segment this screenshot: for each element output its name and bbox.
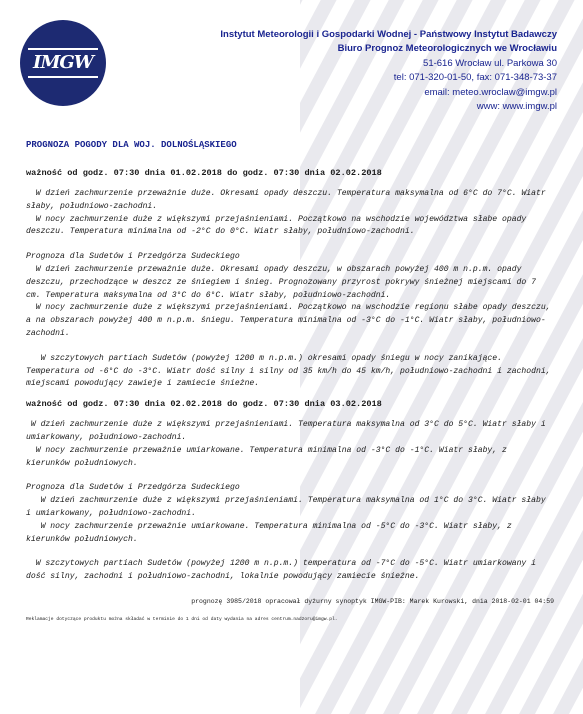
forecast-content [26, 140, 554, 622]
logo-text: IMGW [33, 52, 93, 73]
institute-header [220, 28, 557, 114]
forecast-night-1: W nocy zachmurzenie duże z większymi przejaśnieniami. Początkowo na wschodzie województwa słabe opady deszczu. Temperatura minimalna od -2°C do 0°C. Wiatr słaby, południowo-zachodni. [26, 214, 532, 237]
forecast-day-2: W dzień zachmurzenie duże z większymi przejaśnieniami. Temperatura maksymalna od 3°C do 5°C. Wiatr słaby i umiarkowany, południowo-zachodni. [26, 420, 551, 442]
email-address: email: meteo.wroclaw@imgw.pl [424, 86, 557, 98]
validity-period-1: ważność od godz. 07:30 dnia 01.02.2018 do godz. 07:30 dnia 02.02.2018 [26, 168, 382, 178]
imgw-logo [20, 20, 106, 106]
sudety-header-1: Prognoza dla Sudetów i Przedgórza Sudeckiego [26, 252, 240, 262]
peaks-forecast-2: W szczytowych partiach Sudetów (powyżej 1200 m n.p.m.) temperatura od -7°C do -5°C. Wiatr umiarkowany i dość silny, zachodni i południowo-zachodni, lokalnie powodujący zamiecie śnieżne. [26, 559, 541, 582]
complaints-footnote: Reklamacje dotyczące produktu można składać w terminie do 1 dni od daty wydania na adres centrum.nadzoru@imgw.pl. [26, 616, 338, 622]
sudety-night-1: W nocy zachmurzenie duże z większymi przejaśnieniami. Początkowo na wschodzie regionu słabe opady deszczu, a na obszarach powyżej 400 m n.p.m. śniegu. Temperatura minimalna od -3°C do -1°C. Wiatr słaby, południowo-zachodni. [26, 303, 556, 338]
address: 51-616 Wrocław ul. Parkowa 30 [423, 57, 557, 69]
office-name: Biuro Prognoz Meteorologicznych we Wrocławiu [337, 43, 557, 55]
website: www: www.imgw.pl [476, 101, 557, 113]
page-title: PROGNOZA POGODY DLA WOJ. DOLNOŚLĄSKIEGO [26, 140, 237, 150]
author-footer: prognozę 3985/2018 opracował dyżurny synoptyk IMGW-PIB: Marek Kurowski, dnia 2018-02-01 04:59 [191, 597, 554, 605]
forecast-day-1: W dzień zachmurzenie przeważnie duże. Okresami opady deszczu. Temperatura maksymalna od 6°C do 7°C. Wiatr słaby, południowo-zachodni. [26, 189, 551, 211]
sudety-day-1: W dzień zachmurzenie przeważnie duże. Okresami opady deszczu, w obszarach powyżej 400 m n.p.m. opady deszczu, przechodzące w deszcz ze śniegiem i śnieg. Prognozowany przyrost pokrywy śnieżnej miejscami do 7 cm. Temperatura maksymalna od 3°C do 6°C. Wiatr słaby, południowo-zachodni. [26, 264, 541, 300]
sudety-day-2: W dzień zachmurzenie duże z większymi przejaśnieniami. Temperatura maksymalna od 1°C do 3°C. Wiatr słaby i umiarkowany, południowo-zachodni. [26, 496, 551, 518]
institute-name: Instytut Meteorologii i Gospodarki Wodnej - Państwowy Instytut Badawczy [220, 29, 557, 40]
sudety-header-2: Prognoza dla Sudetów i Przedgórza Sudeckiego [26, 483, 240, 493]
sudety-night-2: W nocy zachmurzenie przeważnie umiarkowane. Temperatura minimalna od -5°C do -3°C. Wiatr słaby, z kierunków południowych. [26, 521, 517, 544]
phone-fax: tel: 071-320-01-50, fax: 071-348-73-37 [393, 72, 557, 84]
validity-period-2: ważność od godz. 07:30 dnia 02.02.2018 do godz. 07:30 dnia 03.02.2018 [26, 399, 382, 410]
forecast-night-2: W nocy zachmurzenie przeważnie umiarkowane. Temperatura minimalna od -3°C do -1°C. Wiatr słaby, z kierunków południowych. [26, 445, 512, 468]
peaks-forecast-1: W szczytowych partiach Sudetów (powyżej 1200 m n.p.m.) okresami opady śniegu w nocy zanikające. Temperatura od -6°C do -3°C. Wiatr dość silny i silny od 35 km/h do 45 km/h, południowo-zachodni i zachodni, miejscami powodujący zawieje i zamiecie śnieżne. [26, 353, 556, 389]
